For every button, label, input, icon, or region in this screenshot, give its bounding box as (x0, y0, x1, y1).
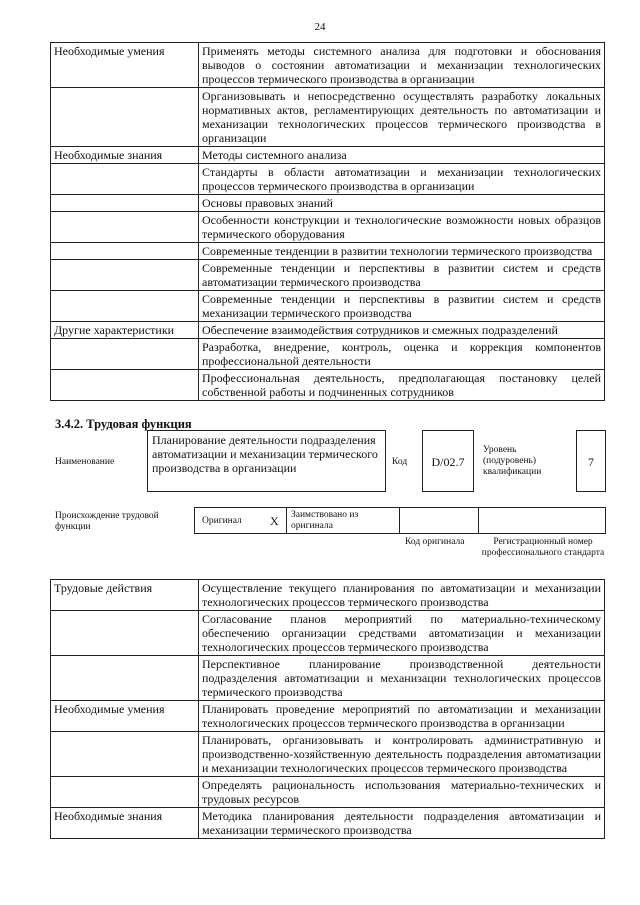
table-row (51, 43, 605, 88)
row-category: Необходимые знания (51, 147, 199, 164)
row-description: Перспективное планирование производственной деятельности подразделения автоматизации и механизации технологических процессов термического производства (199, 656, 605, 701)
table-row (51, 322, 605, 339)
row-description: Согласование планов мероприятий по материально-техническому обеспечению организации средствами автоматизации и механизации технологических процессов термического производства (199, 611, 605, 656)
row-description: Профессиональная деятельность, предполагающая постановку целей собственной работы и подчиненных сотрудников (199, 370, 605, 401)
row-category: Необходимые знания (51, 808, 199, 839)
requirements-table-2 (50, 579, 605, 839)
name-label: Наименование (55, 457, 115, 467)
row-description: Организовывать и непосредственно осуществлять разработку локальных нормативных актов, регламентирующих деятельность по автоматизации и механизации технологических процессов термического производства в организации (199, 88, 605, 147)
row-category: Необходимые умения (51, 701, 199, 732)
reg-number-label: Регистрационный номер профессионального стандарта (481, 537, 605, 558)
table-row (51, 580, 605, 611)
row-description: Обеспечение взаимодействия сотрудников и смежных подразделений (199, 322, 605, 339)
table-row (51, 164, 605, 195)
original-label: Оригинал (202, 516, 242, 526)
table-row (51, 777, 605, 808)
table-row (51, 88, 605, 147)
table-row (51, 195, 605, 212)
origin-divider (399, 507, 400, 534)
row-description: Стандарты в области автоматизации и механизации технологических процессов термического производства в организации (199, 164, 605, 195)
table-row (51, 260, 605, 291)
row-category (51, 243, 199, 260)
level-value: 7 (588, 455, 594, 469)
row-category (51, 339, 199, 370)
table-row (51, 701, 605, 732)
code-value: D/02.7 (431, 455, 465, 469)
row-category: Другие характеристики (51, 322, 199, 339)
row-category: Трудовые действия (51, 580, 199, 611)
row-description: Планировать, организовывать и контролировать административную и производственно-хозяйственную деятельность подразделения автоматизации и механизации технологических процессов термического производства (199, 732, 605, 777)
row-category (51, 212, 199, 243)
original-mark: X (270, 514, 279, 528)
origin-label: Происхождение трудовой функции (55, 511, 159, 532)
borrowed-label: Заимствовано из оригинала (291, 510, 359, 531)
origin-divider (478, 507, 479, 534)
row-description: Применять методы системного анализа для подготовки и обоснования выводов о состоянии автоматизации и механизации технологических процессов термического производства в организации (199, 43, 605, 88)
table-row (51, 339, 605, 370)
row-description: Осуществление текущего планирования по автоматизации и механизации технологических процессов термического производства (199, 580, 605, 611)
row-description: Современные тенденции в развитии технологии термического производства (199, 243, 605, 260)
row-category (51, 195, 199, 212)
row-category (51, 164, 199, 195)
code-label: Код (392, 457, 408, 467)
table-row (51, 370, 605, 401)
requirements-table-1 (50, 42, 605, 401)
row-category (51, 732, 199, 777)
row-description: Планировать проведение мероприятий по автоматизации и механизации технологических процессов термического производства в организации (199, 701, 605, 732)
row-category (51, 291, 199, 322)
level-label: Уровень (подуровень) квалификации (483, 445, 542, 477)
table-row (51, 147, 605, 164)
row-description: Современные тенденции и перспективы в развитии систем и средств механизации термического производства (199, 291, 605, 322)
row-category (51, 777, 199, 808)
table-row (51, 243, 605, 260)
function-name: Планирование деятельности подразделения автоматизации и механизации термического производства в организации (152, 433, 378, 475)
row-description: Особенности конструкции и технологические возможности новых образцов термического оборудования (199, 212, 605, 243)
code-original-label: Код оригинала (405, 537, 465, 547)
row-description: Разработка, внедрение, контроль, оценка и коррекция компонентов профессиональной деятельности (199, 339, 605, 370)
row-description: Определять рациональность использования материально-технических и трудовых ресурсов (199, 777, 605, 808)
table-row (51, 732, 605, 777)
origin-box (194, 507, 606, 534)
row-description: Основы правовых знаний (199, 195, 605, 212)
row-category (51, 611, 199, 656)
row-description: Современные тенденции и перспективы в развитии систем и средств автоматизации термического производства (199, 260, 605, 291)
row-description: Методы системного анализа (199, 147, 605, 164)
row-category: Необходимые умения (51, 43, 199, 88)
origin-divider (286, 507, 287, 534)
table-row (51, 656, 605, 701)
table-row (51, 808, 605, 839)
table-row (51, 291, 605, 322)
row-category (51, 260, 199, 291)
row-category (51, 656, 199, 701)
section-title: 3.4.2. Трудовая функция (55, 417, 192, 431)
row-description: Методика планирования деятельности подразделения автоматизации и механизации термического производства (199, 808, 605, 839)
page-number: 24 (314, 21, 326, 33)
table-row (51, 212, 605, 243)
row-category (51, 88, 199, 147)
table-row (51, 611, 605, 656)
row-category (51, 370, 199, 401)
